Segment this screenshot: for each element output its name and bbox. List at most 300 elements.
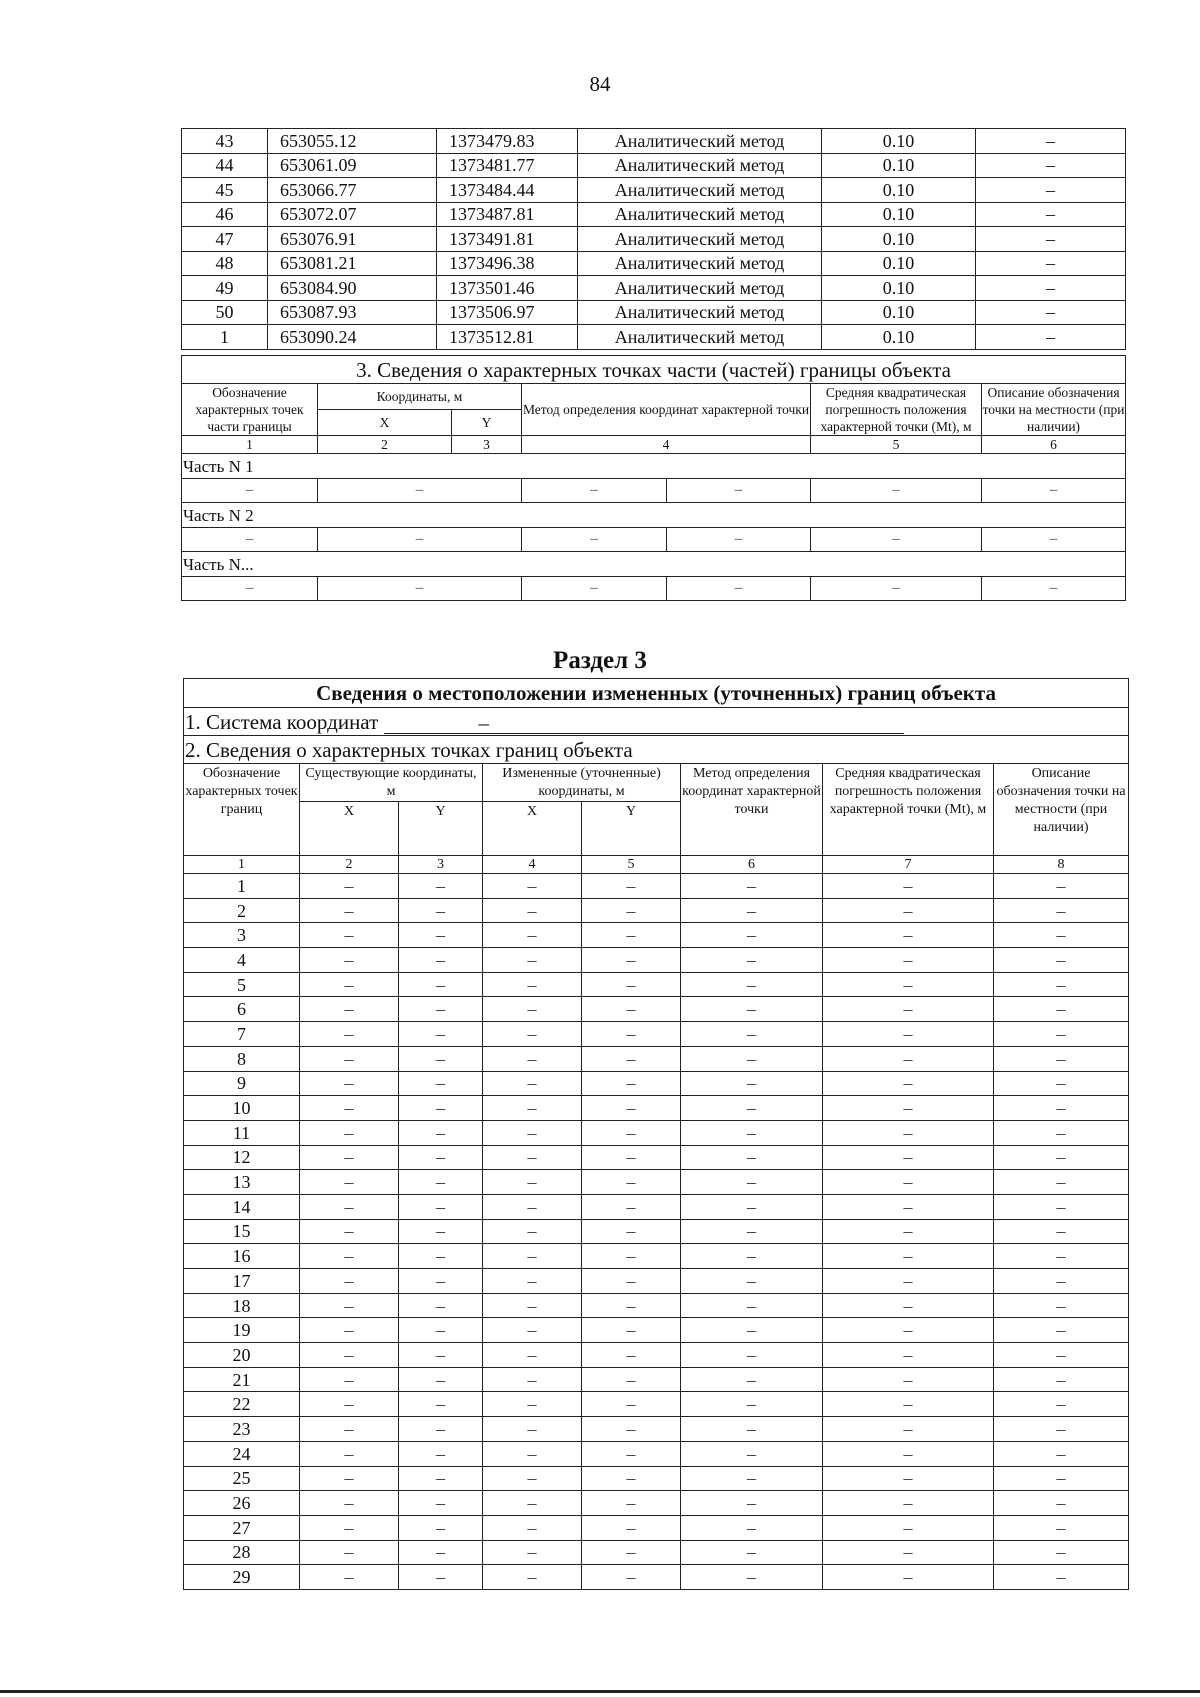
empty-cell: – [300, 1343, 399, 1368]
empty-cell: – [399, 1096, 483, 1121]
empty-cell: – [994, 1022, 1129, 1047]
coord-x: 653066.77 [268, 178, 437, 203]
empty-cell: – [300, 1219, 399, 1244]
empty-cell: – [300, 1392, 399, 1417]
changed-boundaries-table [183, 678, 1129, 1590]
empty-cell: – [994, 1071, 1129, 1096]
empty-cell: – [300, 997, 399, 1022]
empty-cell: – [582, 1022, 681, 1047]
empty-cell: – [823, 1071, 994, 1096]
column-number: 2 [300, 856, 399, 874]
point-number: 27 [184, 1515, 300, 1540]
empty-cell: – [483, 1565, 582, 1590]
empty-cell: – [681, 874, 823, 899]
table-row [184, 1491, 1129, 1516]
empty-cell: – [300, 874, 399, 899]
empty-cell: – [399, 1417, 483, 1442]
empty-cell: – [582, 1367, 681, 1392]
point-number: 20 [184, 1343, 300, 1368]
description: – [976, 251, 1126, 276]
empty-cell: – [300, 1466, 399, 1491]
empty-cell: – [994, 1096, 1129, 1121]
empty-cell: – [823, 874, 994, 899]
table-row [184, 1417, 1129, 1442]
header-mt: Средняя квадратическая погрешность положения характерной точки (Mt), м [823, 764, 994, 856]
point-number: 17 [184, 1269, 300, 1294]
table-row [182, 153, 1126, 178]
empty-cell: – [994, 923, 1129, 948]
point-number: 44 [182, 153, 268, 178]
point-number: 18 [184, 1293, 300, 1318]
empty-cell: – [483, 1170, 582, 1195]
empty-cell: – [300, 1096, 399, 1121]
empty-cell: – [823, 1417, 994, 1442]
empty-cell: – [483, 1096, 582, 1121]
empty-cell: – [300, 1071, 399, 1096]
method: Аналитический метод [578, 300, 822, 325]
point-number: 21 [184, 1367, 300, 1392]
empty-cell: – [994, 1244, 1129, 1269]
column-number: 2 [318, 436, 452, 454]
coord-x: 653055.12 [268, 129, 437, 154]
header-mt: Средняя квадратическая погрешность положения характерной точки (Mt), м [811, 384, 982, 436]
table-row [184, 1367, 1129, 1392]
point-number: 2 [184, 898, 300, 923]
empty-cell: – [483, 1318, 582, 1343]
empty-cell: – [582, 923, 681, 948]
empty-cell: – [399, 997, 483, 1022]
empty-cell: – [399, 1022, 483, 1047]
column-number: 3 [452, 436, 522, 454]
empty-cell: – [823, 997, 994, 1022]
empty-cell: – [300, 923, 399, 948]
empty-cell: – [300, 1441, 399, 1466]
empty-cell: – [318, 577, 522, 601]
table-row [184, 972, 1129, 997]
column-number: 1 [184, 856, 300, 874]
empty-cell: – [681, 1219, 823, 1244]
empty-cell: – [483, 1293, 582, 1318]
empty-cell: – [522, 577, 667, 601]
empty-cell: – [994, 1417, 1129, 1442]
header-changed-y: Y [582, 802, 681, 856]
empty-cell: – [582, 1293, 681, 1318]
coord-x: 653090.24 [268, 325, 437, 350]
column-number: 8 [994, 856, 1129, 874]
bottom-rule [0, 1690, 1200, 1693]
table-row [182, 300, 1126, 325]
coord-y: 1373481.77 [437, 153, 578, 178]
empty-cell: – [681, 1244, 823, 1269]
point-number: 22 [184, 1392, 300, 1417]
point-number: 1 [184, 874, 300, 899]
empty-cell: – [483, 1046, 582, 1071]
coord-y: 1373512.81 [437, 325, 578, 350]
empty-cell: – [483, 1392, 582, 1417]
empty-cell: – [823, 1466, 994, 1491]
coord-x: 653084.90 [268, 276, 437, 301]
part-label: Часть N 2 [182, 503, 1126, 528]
empty-cell: – [681, 1441, 823, 1466]
empty-cell: – [483, 923, 582, 948]
part-row [182, 503, 1126, 528]
empty-cell: – [823, 1441, 994, 1466]
empty-cell: – [399, 1466, 483, 1491]
empty-cell: – [300, 1269, 399, 1294]
point-number: 5 [184, 972, 300, 997]
table-row [184, 948, 1129, 973]
part-point-row [182, 479, 1126, 503]
empty-cell: – [300, 1367, 399, 1392]
empty-cell: – [681, 1565, 823, 1590]
empty-cell: – [994, 1343, 1129, 1368]
empty-cell: – [823, 1515, 994, 1540]
empty-cell: – [582, 1194, 681, 1219]
empty-cell: – [582, 1269, 681, 1294]
coord-y: 1373479.83 [437, 129, 578, 154]
empty-cell: – [823, 1318, 994, 1343]
method: Аналитический метод [578, 251, 822, 276]
table-row [182, 325, 1126, 350]
empty-cell: – [994, 1441, 1129, 1466]
empty-cell: – [994, 1293, 1129, 1318]
header-existing-y: Y [399, 802, 483, 856]
table-row [184, 1466, 1129, 1491]
table-row [184, 923, 1129, 948]
empty-cell: – [483, 1515, 582, 1540]
empty-cell: – [823, 1170, 994, 1195]
empty-cell: – [994, 1318, 1129, 1343]
empty-cell: – [681, 1071, 823, 1096]
empty-cell: – [667, 577, 811, 601]
point-number: 45 [182, 178, 268, 203]
empty-cell: – [994, 898, 1129, 923]
empty-cell: – [681, 923, 823, 948]
coord-x: 653072.07 [268, 202, 437, 227]
empty-cell: – [399, 1367, 483, 1392]
empty-cell: – [483, 1540, 582, 1565]
table-row [184, 1120, 1129, 1145]
empty-cell: – [399, 1269, 483, 1294]
empty-cell: – [681, 898, 823, 923]
empty-cell: – [823, 1219, 994, 1244]
mt-value: 0.10 [822, 129, 976, 154]
coord-x: 653081.21 [268, 251, 437, 276]
coordinates-table [181, 128, 1126, 350]
empty-cell: – [399, 1219, 483, 1244]
method: Аналитический метод [578, 325, 822, 350]
point-number: 4 [184, 948, 300, 973]
coord-y: 1373487.81 [437, 202, 578, 227]
empty-cell: – [994, 1515, 1129, 1540]
mt-value: 0.10 [822, 325, 976, 350]
empty-cell: – [582, 1392, 681, 1417]
table-row [182, 227, 1126, 252]
empty-cell: – [483, 1244, 582, 1269]
empty-cell: – [994, 1046, 1129, 1071]
point-number: 14 [184, 1194, 300, 1219]
empty-cell: – [681, 1120, 823, 1145]
description: – [976, 325, 1126, 350]
empty-cell: – [667, 479, 811, 503]
mt-value: 0.10 [822, 251, 976, 276]
table-row [184, 1441, 1129, 1466]
coordinate-system-label: 1. Система координат [185, 709, 379, 734]
empty-cell: – [483, 1071, 582, 1096]
empty-cell: – [681, 1269, 823, 1294]
empty-cell: – [681, 1367, 823, 1392]
header-existing-coords: Существующие координаты, м [300, 764, 483, 802]
table-row [182, 178, 1126, 203]
table-row [184, 898, 1129, 923]
empty-cell: – [994, 948, 1129, 973]
point-number: 9 [184, 1071, 300, 1096]
coord-y: 1373496.38 [437, 251, 578, 276]
empty-cell: – [582, 874, 681, 899]
table-row [182, 276, 1126, 301]
empty-cell: – [582, 972, 681, 997]
part-point-row [182, 577, 1126, 601]
point-number: 8 [184, 1046, 300, 1071]
empty-cell: – [300, 1194, 399, 1219]
empty-cell: – [823, 1046, 994, 1071]
empty-cell: – [300, 1046, 399, 1071]
empty-cell: – [982, 528, 1126, 552]
empty-cell: – [483, 1219, 582, 1244]
empty-cell: – [582, 948, 681, 973]
header-changed-coords: Измененные (уточненные) координаты, м [483, 764, 681, 802]
table-row [184, 1022, 1129, 1047]
empty-cell: – [823, 1293, 994, 1318]
empty-cell: – [681, 1096, 823, 1121]
coord-y: 1373501.46 [437, 276, 578, 301]
point-number: 19 [184, 1318, 300, 1343]
empty-cell: – [318, 479, 522, 503]
column-numbers-row [184, 856, 1129, 874]
mt-value: 0.10 [822, 202, 976, 227]
empty-cell: – [681, 1515, 823, 1540]
header-changed-x: X [483, 802, 582, 856]
point-number: 13 [184, 1170, 300, 1195]
empty-cell: – [681, 1170, 823, 1195]
empty-cell: – [399, 972, 483, 997]
mt-value: 0.10 [822, 300, 976, 325]
empty-cell: – [399, 874, 483, 899]
description: – [976, 276, 1126, 301]
empty-cell: – [300, 1515, 399, 1540]
table-row [184, 1046, 1129, 1071]
point-number: 46 [182, 202, 268, 227]
empty-cell: – [582, 1491, 681, 1516]
empty-cell: – [300, 898, 399, 923]
empty-cell: – [811, 528, 982, 552]
empty-cell: – [399, 1343, 483, 1368]
point-number: 6 [184, 997, 300, 1022]
empty-cell: – [483, 1417, 582, 1442]
empty-cell: – [483, 1441, 582, 1466]
table-row [184, 1244, 1129, 1269]
section-heading: Раздел 3 [553, 647, 647, 674]
empty-cell: – [399, 1515, 483, 1540]
table-row [182, 129, 1126, 154]
empty-cell: – [994, 1491, 1129, 1516]
point-number: 50 [182, 300, 268, 325]
empty-cell: – [994, 1170, 1129, 1195]
method: Аналитический метод [578, 276, 822, 301]
empty-cell: – [823, 1145, 994, 1170]
point-number: 26 [184, 1491, 300, 1516]
empty-cell: – [823, 1194, 994, 1219]
point-number: 10 [184, 1096, 300, 1121]
empty-cell: – [300, 972, 399, 997]
empty-cell: – [483, 898, 582, 923]
empty-cell: – [483, 1269, 582, 1294]
empty-cell: – [994, 1392, 1129, 1417]
empty-cell: – [399, 1120, 483, 1145]
coordinate-system-field [384, 710, 904, 735]
empty-cell: – [681, 1392, 823, 1417]
point-number: 49 [182, 276, 268, 301]
empty-cell: – [399, 1392, 483, 1417]
table-row [184, 1145, 1129, 1170]
point-number: 24 [184, 1441, 300, 1466]
empty-cell: – [823, 1540, 994, 1565]
part-label: Часть N 1 [182, 454, 1126, 479]
empty-cell: – [300, 1491, 399, 1516]
empty-cell: – [681, 1540, 823, 1565]
empty-cell: – [582, 1219, 681, 1244]
header-y: Y [452, 410, 522, 436]
empty-cell: – [399, 1540, 483, 1565]
method: Аналитический метод [578, 129, 822, 154]
empty-cell: – [994, 997, 1129, 1022]
empty-cell: – [994, 1269, 1129, 1294]
table-row [184, 874, 1129, 899]
empty-cell: – [582, 1565, 681, 1590]
empty-cell: – [823, 948, 994, 973]
header-method: Метод определения координат характерной точки [522, 384, 811, 436]
empty-cell: – [300, 948, 399, 973]
header-coordinates: Координаты, м [318, 384, 522, 410]
table-row [184, 1096, 1129, 1121]
empty-cell: – [823, 1565, 994, 1590]
empty-cell: – [681, 1491, 823, 1516]
empty-cell: – [582, 1343, 681, 1368]
empty-cell: – [483, 997, 582, 1022]
empty-cell: – [483, 1194, 582, 1219]
point-number: 1 [182, 325, 268, 350]
empty-cell: – [483, 1120, 582, 1145]
parts-points-table [181, 355, 1126, 601]
header-description: Описание обозначения точки на местности (при наличии) [982, 385, 1125, 434]
empty-cell: – [994, 1120, 1129, 1145]
empty-cell: – [182, 479, 318, 503]
empty-cell: – [681, 1022, 823, 1047]
point-number: 47 [182, 227, 268, 252]
empty-cell: – [318, 528, 522, 552]
empty-cell: – [681, 997, 823, 1022]
empty-cell: – [582, 1318, 681, 1343]
empty-cell: – [823, 898, 994, 923]
empty-cell: – [582, 997, 681, 1022]
part-row [182, 552, 1126, 577]
empty-cell: – [681, 1046, 823, 1071]
coord-x: 653061.09 [268, 153, 437, 178]
empty-cell: – [300, 1244, 399, 1269]
table-row [184, 1318, 1129, 1343]
empty-cell: – [182, 577, 318, 601]
part-row [182, 454, 1126, 479]
empty-cell: – [582, 1120, 681, 1145]
header-method: Метод определения координат характерной точки [681, 764, 823, 856]
empty-cell: – [823, 1244, 994, 1269]
description: – [976, 300, 1126, 325]
table-row [182, 202, 1126, 227]
empty-cell: – [811, 577, 982, 601]
header-description: Описание обозначения точки на местности (при наличии) [994, 764, 1129, 856]
table-row [184, 1392, 1129, 1417]
empty-cell: – [483, 1491, 582, 1516]
empty-cell: – [399, 1194, 483, 1219]
point-number: 15 [184, 1219, 300, 1244]
empty-cell: – [994, 1367, 1129, 1392]
empty-cell: – [582, 1417, 681, 1442]
table-row [184, 1071, 1129, 1096]
empty-cell: – [823, 1096, 994, 1121]
empty-cell: – [483, 874, 582, 899]
empty-cell: – [994, 1466, 1129, 1491]
empty-cell: – [823, 1392, 994, 1417]
empty-cell: – [399, 1293, 483, 1318]
table-row [184, 1269, 1129, 1294]
point-number: 25 [184, 1466, 300, 1491]
empty-cell: – [823, 923, 994, 948]
point-number: 48 [182, 251, 268, 276]
description: – [976, 202, 1126, 227]
empty-cell: – [582, 1145, 681, 1170]
empty-cell: – [994, 874, 1129, 899]
column-number: 4 [522, 436, 811, 454]
coord-x: 653076.91 [268, 227, 437, 252]
empty-cell: – [681, 948, 823, 973]
point-number: 23 [184, 1417, 300, 1442]
empty-cell: – [994, 1194, 1129, 1219]
column-number: 5 [582, 856, 681, 874]
table-row [184, 1343, 1129, 1368]
empty-cell: – [681, 1293, 823, 1318]
empty-cell: – [399, 1318, 483, 1343]
table-row [184, 997, 1129, 1022]
table-row [184, 1515, 1129, 1540]
table-row [184, 1565, 1129, 1590]
method: Аналитический метод [578, 202, 822, 227]
empty-cell: – [399, 1145, 483, 1170]
empty-cell: – [582, 1540, 681, 1565]
table-row [184, 1293, 1129, 1318]
empty-cell: – [483, 1343, 582, 1368]
column-number: 5 [811, 436, 982, 454]
empty-cell: – [399, 1244, 483, 1269]
empty-cell: – [681, 1145, 823, 1170]
coord-y: 1373484.44 [437, 178, 578, 203]
empty-cell: – [994, 1219, 1129, 1244]
coordinate-system-value: – [478, 710, 490, 735]
empty-cell: – [681, 972, 823, 997]
column-number: 7 [823, 856, 994, 874]
empty-cell: – [483, 1466, 582, 1491]
empty-cell: – [681, 1466, 823, 1491]
empty-cell: – [582, 1441, 681, 1466]
